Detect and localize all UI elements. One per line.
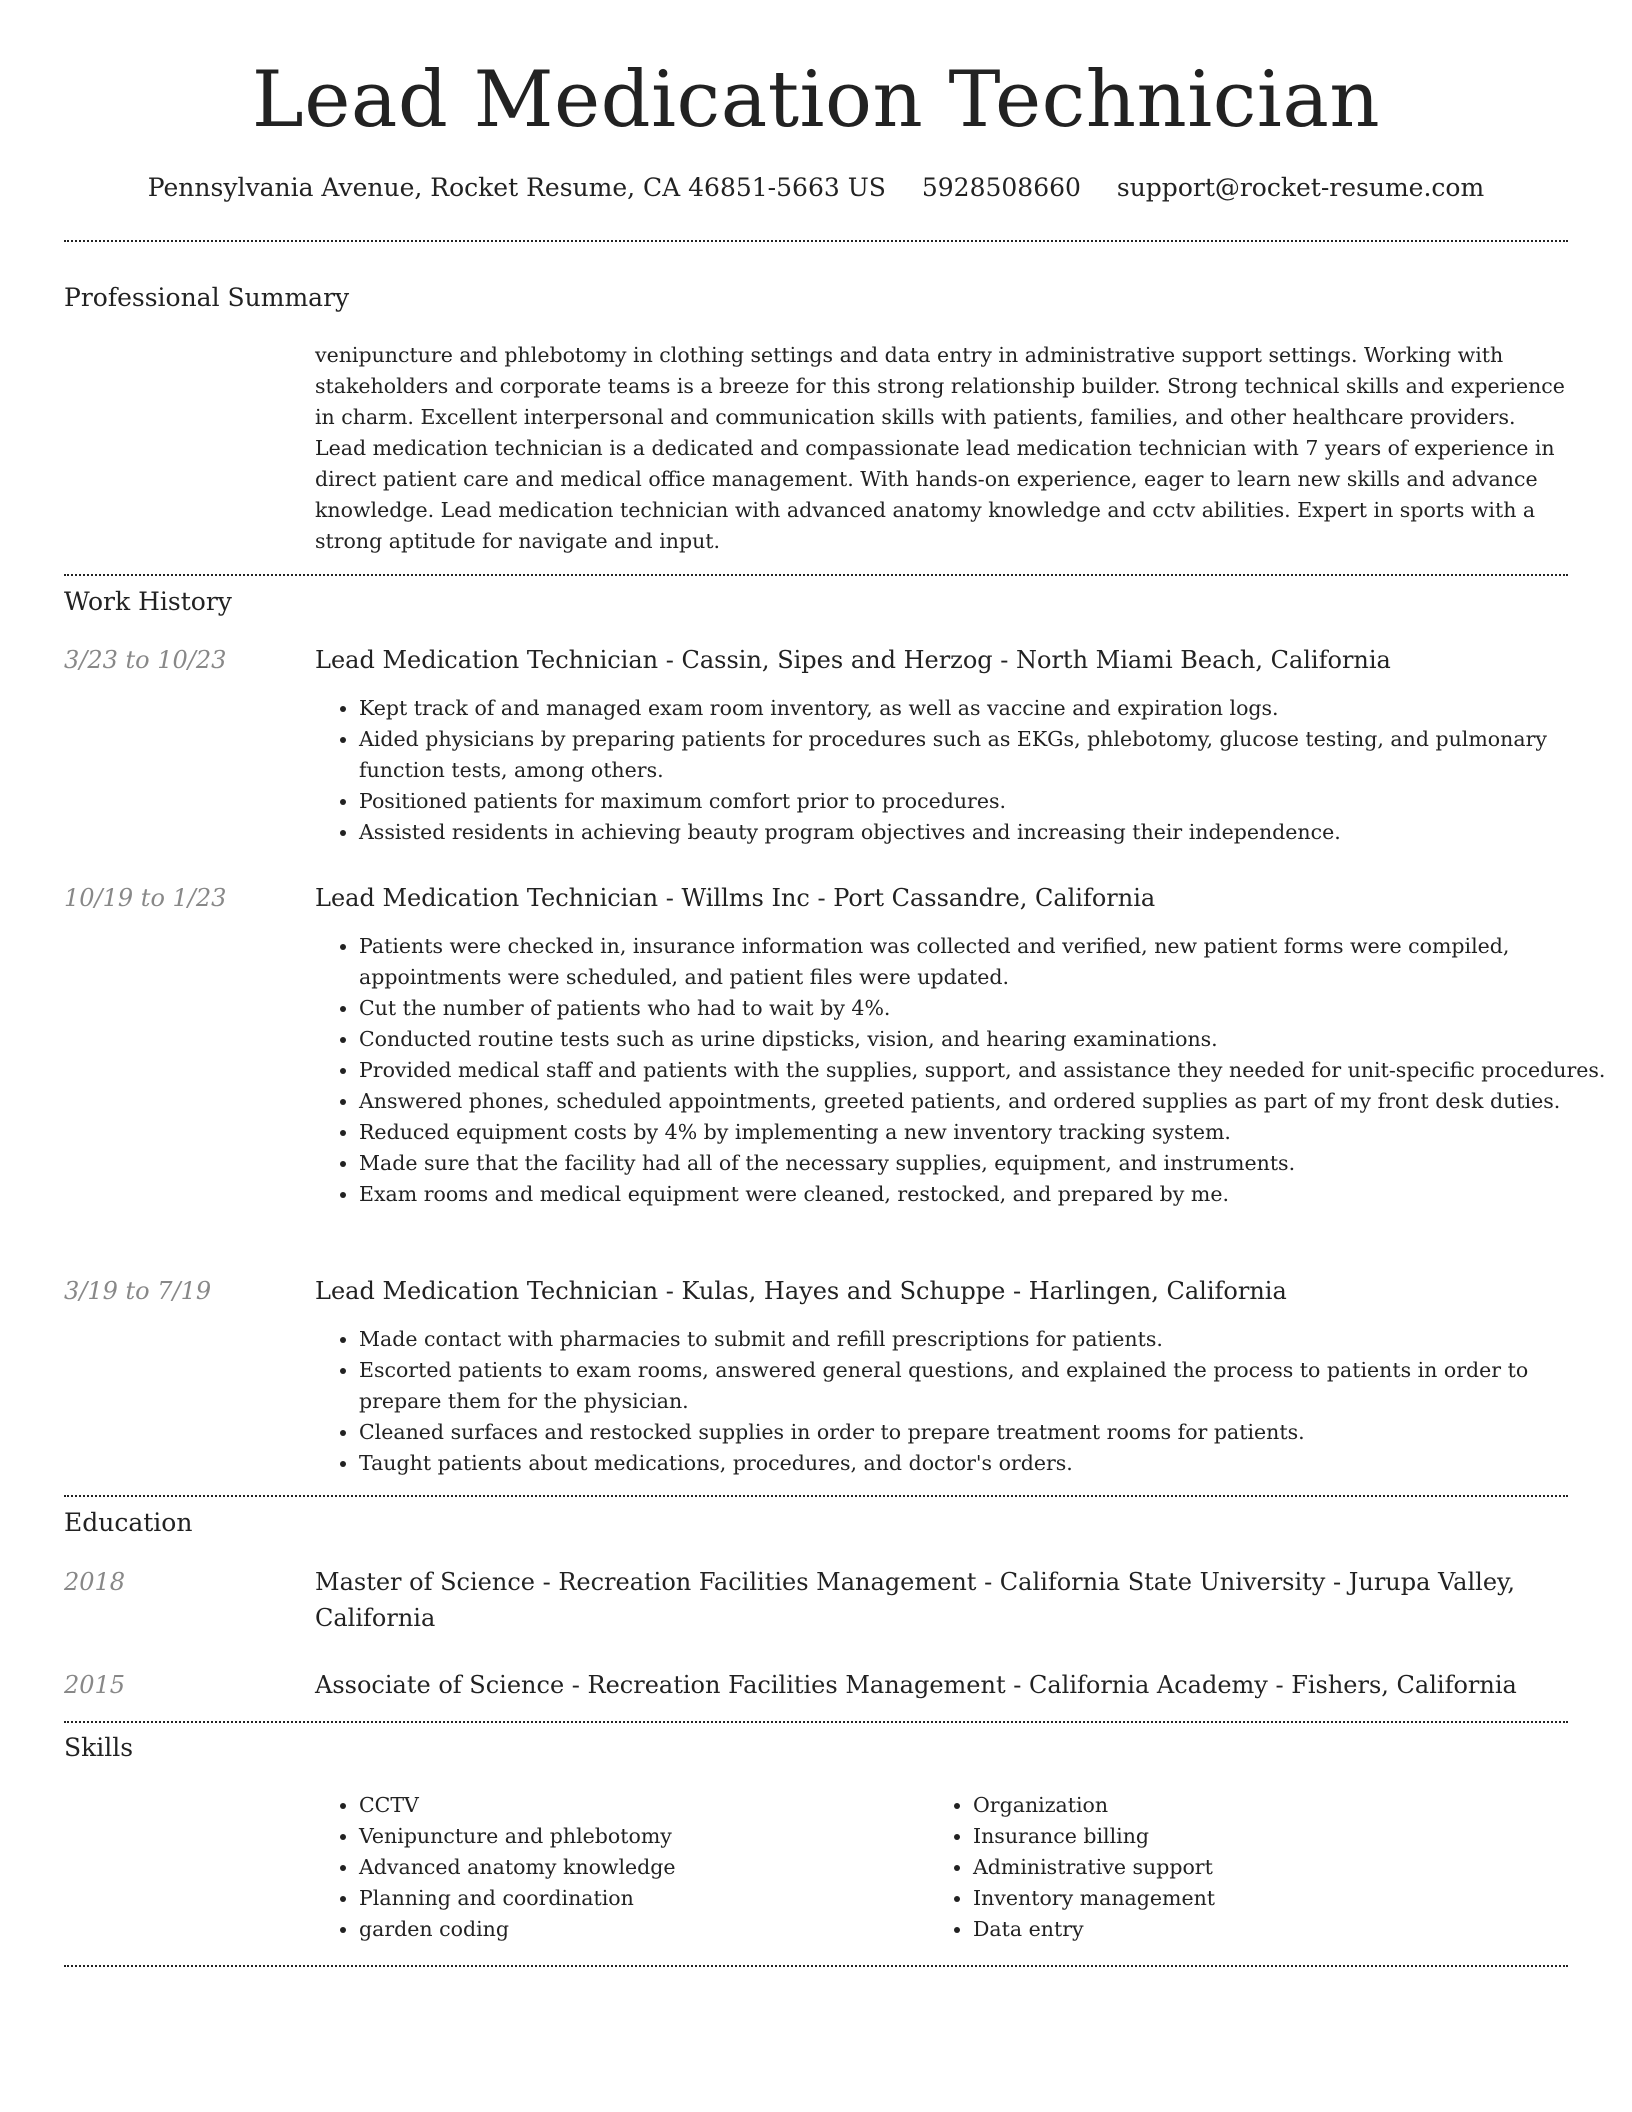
job-dates: 3/23 to 10/23 — [64, 646, 227, 674]
list-item: • Assisted residents in achieving beauty program objectives and increasing their independence. — [359, 817, 1609, 848]
list-item: • Data entry — [973, 1914, 1533, 1945]
skills-title: Skills — [64, 1733, 134, 1762]
list-item: • Organization — [973, 1790, 1533, 1821]
list-item: • Made contact with pharmacies to submit and refill prescriptions for patients. — [359, 1324, 1609, 1355]
list-item: • Answered phones, scheduled appointments, greeted patients, and ordered supplies as part of my front desk duties. — [359, 1086, 1609, 1117]
contact-phone: 5928508660 — [921, 173, 1081, 202]
list-item: • Made sure that the facility had all of the necessary supplies, equipment, and instruments. — [359, 1148, 1609, 1179]
list-item: • Cleaned surfaces and restocked supplies in order to prepare treatment rooms for patients. — [359, 1417, 1609, 1448]
contact-email: support@rocket-resume.com — [1116, 173, 1485, 202]
divider — [64, 1721, 1568, 1723]
list-item: • Kept track of and managed exam room inventory, as well as vaccine and expiration logs. — [359, 693, 1609, 724]
job-heading: Lead Medication Technician - Cassin, Sipes and Herzog - North Miami Beach, California — [315, 646, 1391, 674]
divider — [64, 1965, 1568, 1967]
education-heading: Associate of Science - Recreation Facilities Management - California Academy - Fishers, California — [315, 1671, 1517, 1699]
contact-line — [0, 171, 1632, 205]
list-item: • Planning and coordination — [359, 1883, 919, 1914]
list-item: • Patients were checked in, insurance information was collected and verified, new patient forms were compiled, appointments were scheduled, and patient files were updated. — [359, 931, 1609, 993]
job-heading: Lead Medication Technician - Kulas, Hayes and Schuppe - Harlingen, California — [315, 1277, 1287, 1305]
divider — [64, 1495, 1568, 1497]
skills-list-right — [929, 1790, 1533, 1945]
divider — [64, 240, 1568, 242]
list-item: • Positioned patients for maximum comfort prior to procedures. — [359, 786, 1609, 817]
list-item: • Exam rooms and medical equipment were cleaned, restocked, and prepared by me. — [359, 1179, 1609, 1210]
job-dates: 3/19 to 7/19 — [64, 1277, 212, 1305]
list-item: • garden coding — [359, 1914, 919, 1945]
list-item: • Cut the number of patients who had to wait by 4%. — [359, 993, 1609, 1024]
resume-name: Lead Medication Technician — [251, 55, 1381, 145]
education-heading: Master of Science - Recreation Facilities Management - California State University - Jurupa Valley, California — [315, 1568, 1516, 1632]
list-item: • Aided physicians by preparing patients for procedures such as EKGs, phlebotomy, glucose testing, and pulmonary function tests, among others. — [359, 724, 1609, 786]
list-item: • CCTV — [359, 1790, 919, 1821]
divider — [64, 574, 1568, 576]
education-year: 2015 — [64, 1671, 126, 1699]
list-item: • Reduced equipment costs by 4% by implementing a new inventory tracking system. — [359, 1117, 1609, 1148]
job-bullets — [315, 1324, 1609, 1479]
list-item: • Venipuncture and phlebotomy — [359, 1821, 919, 1852]
education-year: 2018 — [64, 1568, 126, 1596]
list-item: • Taught patients about medications, procedures, and doctor's orders. — [359, 1448, 1609, 1479]
job-bullets — [315, 693, 1609, 848]
list-item: • Escorted patients to exam rooms, answered general questions, and explained the process to patients in order to prepare them for the physician. — [359, 1355, 1609, 1417]
contact-address: Pennsylvania Avenue, Rocket Resume, CA 46851-5663 US — [147, 173, 886, 202]
work-history-title: Work History — [64, 587, 232, 616]
list-item: • Conducted routine tests such as urine dipsticks, vision, and hearing examinations. — [359, 1024, 1609, 1055]
list-item: • Inventory management — [973, 1883, 1533, 1914]
skills-list-left — [315, 1790, 919, 1945]
list-item: • Administrative support — [973, 1852, 1533, 1883]
summary-text: venipuncture and phlebotomy in clothing settings and data entry in administrative support settings. Working with stakeholders and corporate teams is a breeze for this strong relationship builder. Strong technical skills and experience in charm. Excellent interpersonal and communication skills with patients, families, and other healthcare providers. Lead medication technician is a dedicated and compassionate lead medication technician with 7 years of experience in direct patient care and medical office management. With hands-on experience, eager to learn new skills and advance knowledge. Lead medication technician with advanced anatomy knowledge and cctv abilities. Expert in sports with a strong aptitude for navigate and input. — [315, 343, 1565, 553]
job-bullets — [315, 931, 1609, 1210]
job-dates: 10/19 to 1/23 — [64, 884, 227, 912]
list-item: • Provided medical staff and patients with the supplies, support, and assistance they needed for unit-specific procedures. — [359, 1055, 1609, 1086]
summary-title: Professional Summary — [64, 283, 350, 312]
list-item: • Insurance billing — [973, 1821, 1533, 1852]
job-heading: Lead Medication Technician - Willms Inc - Port Cassandre, California — [315, 884, 1156, 912]
list-item: • Advanced anatomy knowledge — [359, 1852, 919, 1883]
education-title: Education — [64, 1508, 193, 1537]
